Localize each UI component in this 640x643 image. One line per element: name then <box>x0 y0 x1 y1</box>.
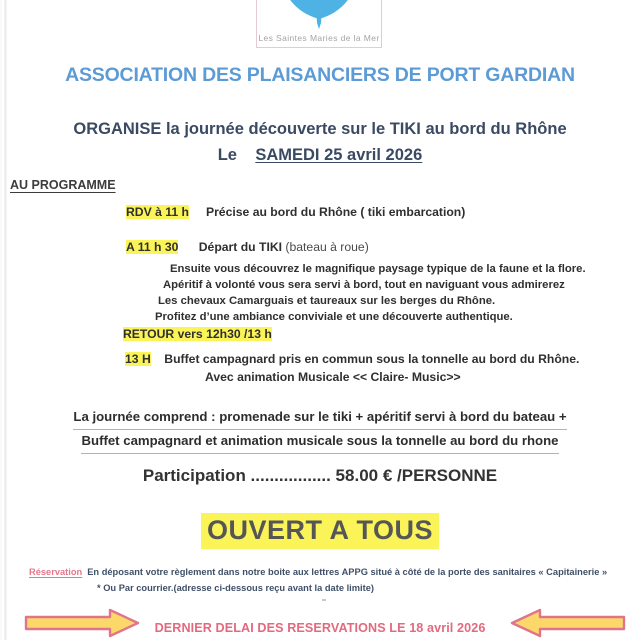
program-detail-line: Profitez d’une ambiance conviviale et une découverte authentique. <box>155 311 513 323</box>
program-detail-line: Ensuite vous découvrez le magnifique paysage typique de la faune et la flore. <box>170 263 586 275</box>
includes-line-1: La journée comprend : promenade sur le tiki + apéritif servi à bord du bateau + <box>73 406 566 430</box>
program-return-label: RETOUR vers 12h30 /13 h <box>123 327 272 341</box>
open-banner: OUVERT A TOUS <box>201 513 439 549</box>
program-item-rdv <box>126 205 465 219</box>
program-item-departure-description: Départ du TIKI <box>198 240 283 254</box>
program-item-buffet <box>125 352 579 366</box>
date-prefix: Le <box>217 146 237 164</box>
program-return-time <box>123 327 272 341</box>
includes-section <box>0 406 640 454</box>
program-item-departure-note: (bateau à roue) <box>285 240 369 254</box>
logo-caption: Les Saintes Maries de la Mer <box>258 33 380 43</box>
anchor-trident-icon <box>257 0 381 35</box>
includes-line-2: Buffet campagnard et animation musicale sous la tonnelle au bord du rhone <box>81 430 558 454</box>
open-banner-wrap <box>0 513 640 549</box>
reservation-line-2: * Ou Par courrier.(adresse ci-dessous reçu avant la date limite) <box>97 583 374 593</box>
program-item-buffet-description: Buffet campagnard pris en commun sous la tonnelle au bord du Rhône. <box>164 352 580 366</box>
event-date-line <box>0 142 640 168</box>
reservation-label: Réservation <box>29 567 83 577</box>
program-item-departure-time: A 11 h 30 <box>126 240 179 254</box>
price-line: Participation ................. 58.00 € /PERSONNE <box>142 466 498 485</box>
event-subtitle <box>0 116 640 168</box>
page-title: ASSOCIATION DES PLAISANCIERS DE PORT GARDIAN <box>65 64 575 86</box>
deadline-text: DERNIER DELAI DES RESERVATIONS LE 18 avril 2026 <box>154 621 486 635</box>
program-item-buffet-time: 13 H <box>125 352 151 366</box>
program-detail-line: Les chevaux Camarguais et taureaux sur les berges du Rhône. <box>158 295 496 307</box>
program-item-rdv-description: Précise au bord du Rhône ( tiki embarcation) <box>205 205 466 219</box>
program-item-rdv-time: RDV à 11 h <box>126 205 189 219</box>
reservation-text-1: En déposant votre règlement dans notre boite aux lettres APPG situé à côté de la porte des sanitaires « Capitainerie » <box>87 567 608 577</box>
program-detail-line: Apéritif à volonté vous sera servi à bord, tout en naviguant vous admirerez <box>163 279 565 291</box>
association-logo <box>256 0 382 48</box>
reservation-line-1 <box>29 567 607 577</box>
program-item-departure <box>126 240 369 254</box>
program-heading: AU PROGRAMME <box>10 178 116 192</box>
event-date: SAMEDI 25 avril 2026 <box>255 146 423 164</box>
scan-dot-artifact <box>322 599 326 601</box>
program-item-buffet-music: Avec animation Musicale << Claire- Music>> <box>205 370 461 384</box>
organise-line: ORGANISE la journée découverte sur le TIKI au bord du Rhône <box>73 120 567 138</box>
